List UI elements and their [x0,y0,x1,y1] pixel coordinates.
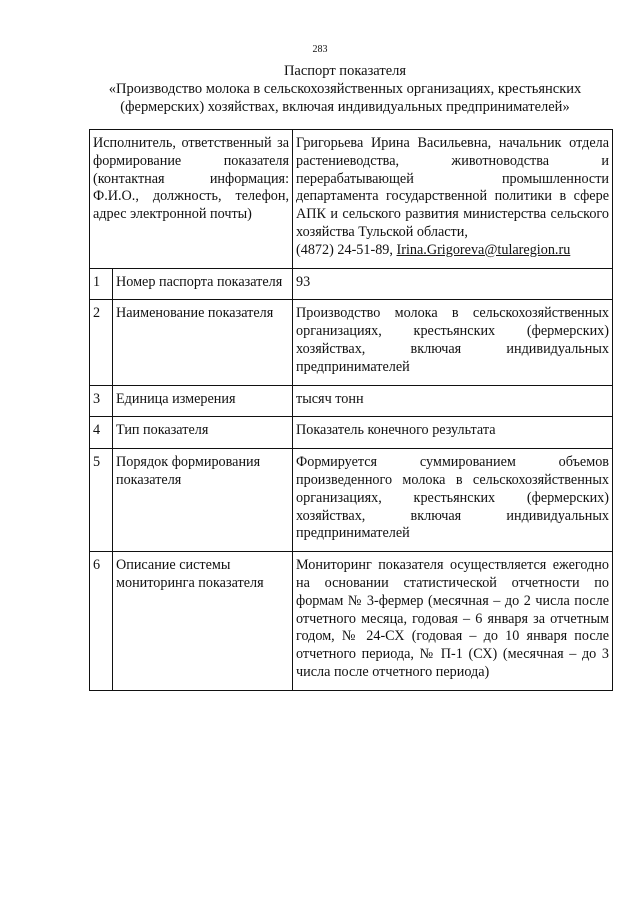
table-row [90,552,613,691]
row-value: тысяч тонн [293,385,613,417]
title-line-3: (фермерских) хозяйствах, включая индивидуальных предпринимателей» [120,99,570,115]
table-row [90,268,613,300]
row-label: Номер паспорта показателя [113,268,293,300]
row-number: 1 [90,268,113,300]
table-row [90,300,613,385]
document-title [70,62,620,116]
executor-email-link[interactable]: Irina.Grigoreva@tularegion.ru [396,241,571,258]
title-line-1: Паспорт показателя [283,63,407,79]
executor-name-position: Григорьева Ирина Васильевна, начальник отдела растениеводства, животноводства и перерабатывающей промышленности департамента государственной политики в сфере АПК и сельского развития министерства сельского хозяйства Тульской области, [296,135,609,240]
row-number: 2 [90,300,113,385]
row-label: Описание системы мониторинга показателя [113,552,293,691]
table-row [90,417,613,449]
row-value: 93 [293,268,613,300]
row-number: 3 [90,385,113,417]
row-label: Порядок формирования показателя [113,449,293,552]
passport-table [89,129,613,691]
executor-value [293,130,613,269]
row-label: Наименование показателя [113,300,293,385]
title-line-2: «Производство молока в сельскохозяйственных организациях, крестьянских [108,81,582,97]
row-label: Единица измерения [113,385,293,417]
executor-label: Исполнитель, ответственный за формирование показателя (контактная информация: Ф.И.О., должность, телефон, адрес электронной почты) [90,130,293,269]
row-value: Мониторинг показателя осуществляется ежегодно на основании статистической отчетности по формам № 3-фермер (месячная – до 2 числа после отчетного месяца, годовая – 6 января за отчетным годом, № 24-СХ (годовая – до 10 января после отчетного периода, № П-1 (СХ) (месячная – до 3 числа после отчетного периода) [293,552,613,691]
row-number: 6 [90,552,113,691]
row-label: Тип показателя [113,417,293,449]
row-value: Производство молока в сельскохозяйственных организациях, крестьянских (фермерских) хозяйствах, включая индивидуальных предпринимателей [293,300,613,385]
row-number: 5 [90,449,113,552]
row-number: 4 [90,417,113,449]
page-number: 283 [312,44,328,55]
table-row [90,449,613,552]
row-value: Показатель конечного результата [293,417,613,449]
table-row-executor [90,130,613,269]
executor-phone: (4872) 24-51-89, [296,241,393,258]
row-value: Формируется суммированием объемов произведенного молока в сельскохозяйственных организациях, крестьянских (фермерских) хозяйствах, включая индивидуальных предпринимателей [293,449,613,552]
table-row [90,385,613,417]
